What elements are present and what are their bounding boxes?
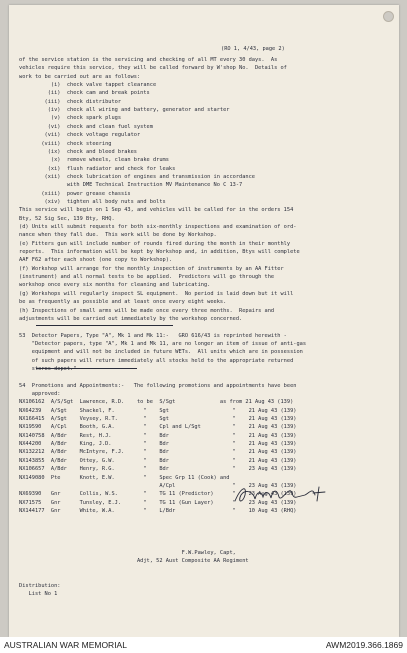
text-line: NX71575 Gnr Tunsley, E.J. " TG 11 (Gun Layer) " 23 Aug 43 (139) bbox=[19, 499, 297, 506]
document-body bbox=[19, 57, 393, 617]
text-line: NX19590 A/Cpl Booth, G.A. " Cpl and L/Sgt " 21 Aug 43 (139) bbox=[19, 424, 297, 431]
text-line: (ii) check cam and break points bbox=[19, 90, 150, 97]
text-line: vehicles require this service, they will be called forward by W'shop No. Details of bbox=[19, 65, 287, 72]
text-line: NX69390 Gnr Collis, W.S. " TG 11 (Predictor) " 23 Aug 43 (139) bbox=[19, 491, 297, 498]
text-line: NX143855 A/Bdr Ottey, G.W. " Bdr " 21 Aug 43 (139) bbox=[19, 457, 297, 464]
text-line: Adjt, 52 Aust Composite AA Regiment bbox=[19, 558, 249, 564]
text-line: Bty, 52 Sig Sec, 139 Bty, RHQ. bbox=[19, 215, 115, 222]
text-line: NX64239 A/Sgt Shackel, F. " Sgt " 21 Aug 43 (139) bbox=[19, 407, 297, 414]
text-line: approved: bbox=[19, 391, 61, 397]
text-line: (vii) check voltage regulator bbox=[19, 132, 141, 139]
text-line: (d) Units will submit requests for both six-monthly inspections and examination of ord- bbox=[19, 224, 297, 230]
footer-accession-number: AWM2019.366.1869 bbox=[325, 640, 403, 650]
text-line: (i) check valve tappet clearance bbox=[19, 82, 157, 89]
text-line: 54 Promotions and Appointments:- The following promotions and appointments have been bbox=[19, 382, 297, 389]
punch-hole bbox=[383, 11, 394, 22]
text-line: of such papers will return immediately all stocks held to the appropriate returned bbox=[19, 357, 294, 364]
text-line: NX44200 A/Bdr King, J.D. " Bdr " 21 Aug 43 (139) bbox=[19, 441, 297, 448]
signature-image bbox=[231, 481, 341, 507]
text-line: (v) check spark plugs bbox=[19, 115, 122, 122]
text-line: stores depot." bbox=[19, 365, 77, 372]
text-line: NX106162 A/S/Sgt Lawrence, R.D. to be S/Sgt as from 21 Aug 43 (139) bbox=[19, 399, 294, 406]
text-line: NX132212 A/Bdr McIntyre, F.J. " Bdr " 21 Aug 43 (139) bbox=[19, 449, 297, 456]
text-line: (iv) check all wiring and battery, generator and starter bbox=[19, 107, 230, 114]
text-line: (xiv) tighten all body nuts and bolts bbox=[19, 198, 166, 205]
text-line: List No 1 bbox=[19, 591, 58, 598]
text-line: reports. This information will be kept by Workshop and, in addition, Btys will complete bbox=[19, 249, 300, 256]
text-line: equipment and will not be included in future WETs. All units which are in possession bbox=[19, 349, 303, 356]
text-line: (viii) check steering bbox=[19, 140, 112, 147]
archive-footer bbox=[0, 637, 407, 653]
text-line: (x) remove wheels, clean brake drums bbox=[19, 157, 169, 164]
text-line: F.W.Pawley, Capt, bbox=[19, 549, 236, 556]
text-line: 53 Detector Papers, Type "A", Mk 1 and Mk 11:- GRO 616/43 is reprinted herewith - bbox=[19, 332, 287, 339]
text-line: "Detector papers, type "A", Mk 1 and Mk 11, are no longer an item of issue of anti-gas bbox=[19, 340, 307, 347]
text-line: of the service station is the servicing and checking of all MT every 30 days. As bbox=[19, 57, 278, 63]
heading-underline-54 bbox=[36, 368, 137, 369]
text-line: (instrument) and all normal tests to be applied. Predictors will go through the bbox=[19, 274, 275, 281]
text-line: adjustments will be carried out immediately by the workshop concerned. bbox=[19, 315, 243, 322]
heading-underline-53 bbox=[36, 325, 173, 326]
text-line: (vi) check and clean fuel system bbox=[19, 123, 153, 130]
page-ref: (RO 1, 4/43, page 2) bbox=[221, 46, 285, 52]
text-line: A/Cpl " 23 Aug 43 (139) bbox=[19, 482, 297, 489]
text-line: NX149080 Pte Knott, E.W. " Spec Grp 11 (Cook) and bbox=[19, 474, 230, 481]
text-line: (g) Workshops will regularly inspect SL equipment. No period is laid down but it will bbox=[19, 290, 294, 297]
text-line: (f) Workshop will arrange for the monthly inspection of instruments by an AA Fitter bbox=[19, 265, 284, 272]
document-page bbox=[9, 5, 399, 637]
text-line: work to be carried out are as follows: bbox=[19, 73, 141, 80]
text-line: NX106657 A/Bdr Henry, R.G. " Bdr " 23 Aug 43 (139) bbox=[19, 466, 297, 473]
text-line: AAF F62 after each shoot (one copy to Workshop). bbox=[19, 257, 173, 264]
text-line: NX166415 A/Sgt Veysey, R.T. " Sgt " 21 Aug 43 (139) bbox=[19, 416, 297, 423]
text-line: This service will begin on 1 Sep 43, and vehicles will be called for in the orders 154 bbox=[19, 207, 294, 214]
text-line: (xiii) power grease chassis bbox=[19, 190, 131, 197]
text-line: (h) Inspections of small arms will be made once every three months. Repairs and bbox=[19, 307, 275, 314]
text-line: with DME Technical Instruction MV Maintenance No C 13-7 bbox=[19, 182, 243, 189]
text-line: (iii) check distributor bbox=[19, 98, 122, 105]
text-line: Distribution: bbox=[19, 583, 61, 590]
text-line: NX140758 A/Bdr Rest, H.J. " Bdr " 21 Aug 43 (139) bbox=[19, 432, 297, 439]
text-line: (xi) flush radiator and check for leaks bbox=[19, 165, 176, 172]
text-line: (ix) check and bleed brakes bbox=[19, 148, 137, 155]
footer-institution: AUSTRALIAN WAR MEMORIAL bbox=[4, 640, 127, 650]
text-line: nance when they fall due. This work will be done by Workshop. bbox=[19, 232, 217, 239]
text-line: (xii) check lubrication of engines and transmission in accordance bbox=[19, 173, 255, 180]
text-line: NX144177 Gnr White, W.A. " L/Bdr " 10 Aug 43 (RHQ) bbox=[19, 507, 297, 514]
text-line: (e) Fitters gun will include number of rounds fired during the month in their monthly bbox=[19, 240, 291, 247]
text-line: workshop once every six months for cleaning and lubricating. bbox=[19, 282, 211, 289]
text-line: be as frequently as possible and at least once every eight weeks. bbox=[19, 299, 227, 306]
